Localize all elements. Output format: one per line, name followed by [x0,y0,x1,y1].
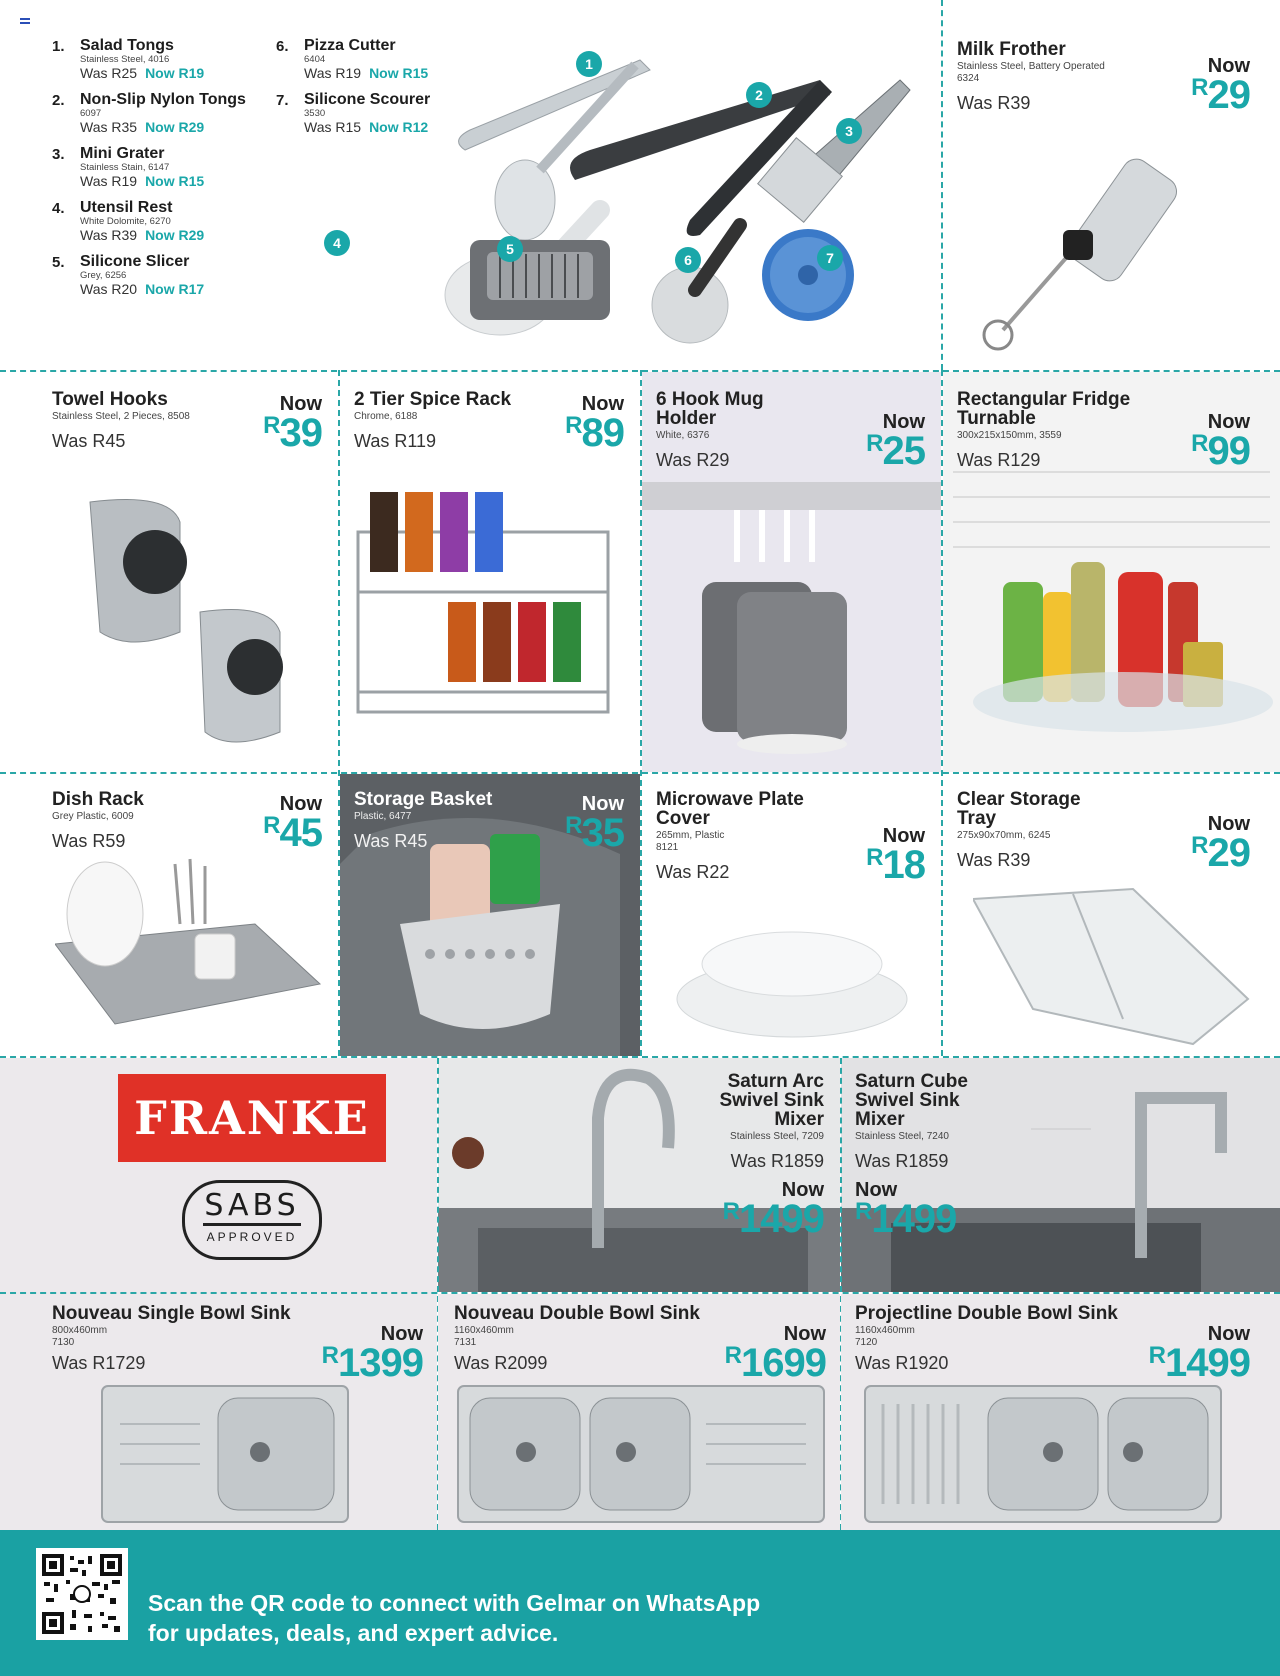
now-price: 45 [279,811,322,855]
product-spec: Stainless Steel, 7209 [730,1131,824,1142]
product-card [0,774,338,1056]
product-card [340,372,640,772]
slicer-illustration [465,230,615,330]
badge-number: 1 [576,51,602,77]
was-price: Was R22 [656,862,730,882]
storage-tray-image [973,879,1253,1049]
now-label: Now [882,825,925,847]
item-name: Pizza Cutter [304,37,396,54]
now-price: 1699 [741,1341,826,1385]
now-price: 29 [1207,73,1250,117]
currency: R [855,1198,872,1225]
now-label: Now [581,793,624,815]
product-card [943,774,1280,1056]
now-price: 1499 [739,1197,824,1241]
dish-rack-image [55,854,325,1044]
product-card [841,1058,1280,1292]
badge-number: 4 [324,230,350,256]
double-bowl-sink-image [456,1384,826,1524]
currency: R [724,1342,742,1369]
now-price: Now R15 [145,173,205,189]
menu-icon [20,18,30,24]
currency: R [263,812,280,839]
product-title: Milk Frother [957,39,1066,60]
item-number: 4. [52,200,65,217]
microwave-cover-image [672,924,912,1044]
franke-logo [118,1074,386,1162]
sabs-text: SABS [203,1189,301,1226]
product-title: Towel Hooks [52,389,168,410]
franke-logo-text: FRANKE [134,1091,370,1145]
product-title: Nouveau Single Bowl Sink [52,1303,291,1324]
product-title: Storage Basket [354,789,493,810]
product-spec: 1160x460mm 7131 [454,1325,514,1348]
currency: R [1191,430,1208,457]
currency: R [866,430,883,457]
was-price: Was R1729 [52,1353,146,1373]
item-number: 3. [52,146,65,163]
now-label: Now [581,393,624,415]
fridge-turntable-image [943,452,1280,772]
utensils-section [0,0,940,370]
was-price: Was R59 [52,831,126,851]
product-spec: Stainless Steel, Battery Operated 6324 [957,61,1105,84]
was-price: Was R35 [80,119,138,135]
product-card [438,1058,840,1292]
product-title: Projectline Double Bowl Sink [855,1303,1118,1324]
item-number: 7. [276,92,289,109]
product-card [438,1294,840,1530]
now-label: Now [1207,813,1250,835]
item-name: Utensil Rest [80,199,173,216]
was-price: Was R39 [957,850,1031,870]
mug-holder-image [642,482,941,772]
now-price: 25 [882,429,925,473]
was-price: Was R39 [957,93,1031,113]
now-price: Now R12 [369,119,429,135]
now-label: Now [1207,411,1250,433]
now-price: 1499 [1165,1341,1250,1385]
projectline-sink-image [863,1384,1223,1524]
product-title: 6 Hook Mug Holder [656,389,764,429]
item-number: 2. [52,92,65,109]
was-price: Was R19 [304,65,362,81]
product-card [642,372,941,772]
product-card [943,0,1280,370]
product-card [841,1294,1280,1530]
currency: R [565,412,582,439]
currency: R [866,844,883,871]
currency: R [565,812,582,839]
item-name: Non-Slip Nylon Tongs [80,91,246,108]
item-spec: Stainless Steel, 4016 [80,54,170,65]
product-spec: 300x215x150mm, 3559 [957,430,1062,441]
product-card [340,774,640,1056]
now-label: Now [882,411,925,433]
milk-frother-image [963,150,1223,360]
item-name: Mini Grater [80,145,165,162]
item-number: 6. [276,38,289,55]
item-spec: Grey, 6256 [80,270,127,281]
product-spec: 1160x460mm 7120 [855,1325,915,1348]
item-name: Silicone Scourer [304,91,431,108]
now-price: 89 [581,411,624,455]
now-price: Now R15 [369,65,429,81]
was-price: Was R15 [304,119,362,135]
was-price: Was R39 [80,227,138,243]
item-spec: 6404 [304,54,326,65]
product-title: 2 Tier Spice Rack [354,389,512,410]
badge-number: 6 [675,247,701,273]
now-label: Now [781,1179,824,1201]
currency: R [321,1342,339,1369]
currency: R [1191,832,1208,859]
footer-line-2: for updates, deals, and expert advice. [148,1620,559,1646]
product-title: Microwave Plate Cover [656,789,804,829]
currency: R [722,1198,740,1225]
badge-number: 3 [836,118,862,144]
spice-rack-image [348,492,618,732]
currency: R [1191,74,1208,101]
item-name: Salad Tongs [80,37,174,54]
now-price: 35 [581,811,624,855]
badge-number: 2 [746,82,772,108]
currency: R [263,412,280,439]
was-price: Was R119 [354,431,437,451]
now-price: 39 [279,411,322,455]
product-title: Dish Rack [52,789,144,810]
was-price: Was R2099 [454,1353,548,1373]
product-title: Saturn Arc Swivel Sink Mixer [719,1071,824,1130]
product-spec: 265mm, Plastic 8121 [656,830,725,853]
now-label: Now [279,393,322,415]
item-spec: White Dolomite, 6270 [80,216,171,227]
product-card [642,774,941,1056]
product-title: Clear Storage Tray [957,789,1081,829]
was-price: Was R129 [957,450,1041,470]
now-price: 1399 [338,1341,423,1385]
now-price: Now R29 [145,119,205,135]
now-price: Now R17 [145,281,205,297]
product-spec: Plastic, 6477 [354,811,412,822]
now-label: Now [1207,55,1250,77]
was-price: Was R45 [354,831,428,851]
now-label: Now [1207,1323,1250,1345]
product-card [0,1294,437,1530]
item-number: 1. [52,38,65,55]
product-title: Nouveau Double Bowl Sink [454,1303,700,1324]
product-spec: Stainless Steel, 7240 [855,1131,949,1142]
sabs-approved-logo [182,1180,322,1260]
product-card [0,372,338,772]
single-bowl-sink-image [100,1384,350,1524]
qr-code[interactable] [36,1548,128,1640]
was-price: Was R20 [80,281,138,297]
item-name: Silicone Slicer [80,253,190,270]
towel-hooks-image [70,482,310,752]
product-spec: White, 6376 [656,430,710,441]
was-price: Was R29 [656,450,730,470]
product-card [943,372,1280,772]
approved-text: APPROVED [206,1230,298,1244]
item-number: 5. [52,254,65,271]
product-spec: 800x460mm 7130 [52,1325,108,1348]
footer-banner [0,1530,1280,1676]
now-price: 18 [882,843,925,887]
was-price: Was R1859 [730,1151,824,1171]
product-spec: Grey Plastic, 6009 [52,811,134,822]
now-label: Now [855,1179,898,1201]
was-price: Was R1859 [855,1151,949,1171]
badge-number: 7 [817,245,843,271]
now-price: 99 [1207,429,1250,473]
was-price: Was R25 [80,65,138,81]
was-price: Was R19 [80,173,138,189]
product-spec: Chrome, 6188 [354,411,418,422]
item-spec: 3530 [304,108,326,119]
was-price: Was R45 [52,431,126,451]
product-spec: 275x90x70mm, 6245 [957,830,1051,841]
item-spec: 6097 [80,108,102,119]
product-spec: Stainless Steel, 2 Pieces, 8508 [52,411,190,422]
qr-code-icon [42,1554,122,1634]
now-label: Now [279,793,322,815]
now-label: Now [783,1323,826,1345]
now-price: 29 [1207,831,1250,875]
now-label: Now [380,1323,423,1345]
currency: R [1148,1342,1166,1369]
now-price: 1499 [871,1197,957,1241]
footer-line-1: Scan the QR code to connect with Gelmar on WhatsApp [148,1590,761,1616]
item-spec: Stainless Stain, 6147 [80,162,170,173]
was-price: Was R1920 [855,1353,949,1373]
badge-number: 5 [497,236,523,262]
product-title: Rectangular Fridge Turnable [957,389,1131,429]
now-price: Now R29 [145,227,205,243]
product-title: Saturn Cube Swivel Sink Mixer [855,1071,968,1130]
now-price: Now R19 [145,65,205,81]
